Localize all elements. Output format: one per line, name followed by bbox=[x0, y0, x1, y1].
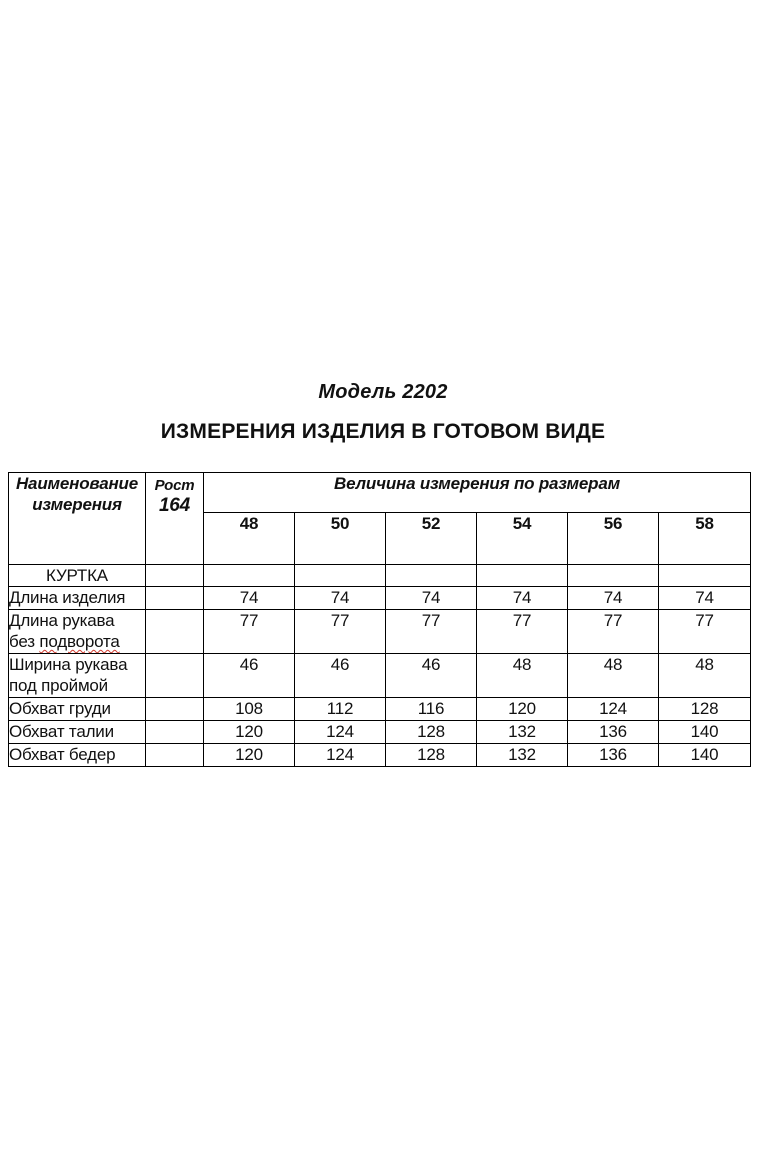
value-cell: 46 bbox=[204, 654, 295, 698]
value-cell: 74 bbox=[295, 587, 386, 610]
row-label bbox=[9, 654, 146, 698]
section-label: КУРТКА bbox=[9, 565, 146, 587]
row-label-line1: Длина рукава bbox=[9, 611, 115, 630]
value-cell: 48 bbox=[659, 654, 751, 698]
value-cell: 124 bbox=[295, 721, 386, 744]
value-cell: 120 bbox=[204, 744, 295, 767]
value-cell: 74 bbox=[386, 587, 477, 610]
value-cell: 132 bbox=[477, 721, 568, 744]
value-cell: 74 bbox=[659, 587, 751, 610]
row-label-line2-pre: без bbox=[9, 632, 35, 651]
size-header-54: 54 bbox=[477, 513, 568, 565]
value-cell: 128 bbox=[386, 744, 477, 767]
table-row-length bbox=[9, 587, 751, 610]
value-cell: 124 bbox=[568, 698, 659, 721]
empty-cell bbox=[146, 698, 204, 721]
row-label: Длина изделия bbox=[9, 587, 146, 610]
empty-cell bbox=[146, 587, 204, 610]
value-cell: 140 bbox=[659, 721, 751, 744]
value-cell: 77 bbox=[568, 610, 659, 654]
row-label: Обхват бедер bbox=[9, 744, 146, 767]
table-row-waist bbox=[9, 721, 751, 744]
row-label bbox=[9, 610, 146, 654]
empty-cell bbox=[204, 565, 295, 587]
empty-cell bbox=[146, 610, 204, 654]
row-label: Обхват талии bbox=[9, 721, 146, 744]
value-cell: 74 bbox=[568, 587, 659, 610]
table-row-sleeve-width bbox=[9, 654, 751, 698]
empty-cell bbox=[477, 565, 568, 587]
value-cell: 112 bbox=[295, 698, 386, 721]
value-cell: 48 bbox=[477, 654, 568, 698]
value-cell: 77 bbox=[386, 610, 477, 654]
row-label: Обхват груди bbox=[9, 698, 146, 721]
value-cell: 108 bbox=[204, 698, 295, 721]
empty-cell bbox=[386, 565, 477, 587]
value-cell: 128 bbox=[659, 698, 751, 721]
empty-cell bbox=[659, 565, 751, 587]
measurements-heading: ИЗМЕРЕНИЯ ИЗДЕЛИЯ В ГОТОВОМ ВИДЕ bbox=[160, 420, 606, 443]
column-header-sizes-group: Величина измерения по размерам bbox=[204, 473, 751, 513]
header-row-group bbox=[9, 473, 751, 513]
value-cell: 74 bbox=[477, 587, 568, 610]
column-header-measurement-name: Наименование измерения bbox=[9, 473, 146, 565]
height-label: Рост bbox=[154, 477, 195, 494]
row-label-line1: Ширина рукава bbox=[9, 655, 128, 674]
value-cell: 48 bbox=[568, 654, 659, 698]
size-header-52: 52 bbox=[386, 513, 477, 565]
value-cell: 77 bbox=[295, 610, 386, 654]
value-cell: 77 bbox=[477, 610, 568, 654]
value-cell: 136 bbox=[568, 744, 659, 767]
row-label-line2-misspelled-word: подворота bbox=[39, 632, 120, 651]
height-value: 164 bbox=[158, 495, 191, 516]
empty-cell bbox=[146, 565, 204, 587]
empty-cell bbox=[295, 565, 386, 587]
value-cell: 46 bbox=[295, 654, 386, 698]
size-chart-table bbox=[8, 472, 751, 767]
value-cell: 77 bbox=[204, 610, 295, 654]
value-cell: 140 bbox=[659, 744, 751, 767]
size-header-48: 48 bbox=[204, 513, 295, 565]
size-header-56: 56 bbox=[568, 513, 659, 565]
value-cell: 116 bbox=[386, 698, 477, 721]
table-row-sleeve-length bbox=[9, 610, 751, 654]
empty-cell bbox=[568, 565, 659, 587]
model-title: Модель 2202 bbox=[318, 381, 448, 403]
value-cell: 46 bbox=[386, 654, 477, 698]
value-cell: 74 bbox=[204, 587, 295, 610]
value-cell: 132 bbox=[477, 744, 568, 767]
empty-cell bbox=[146, 654, 204, 698]
row-label-line2: под проймой bbox=[9, 676, 108, 695]
value-cell: 128 bbox=[386, 721, 477, 744]
table-row-hips bbox=[9, 744, 751, 767]
empty-cell bbox=[146, 721, 204, 744]
empty-cell bbox=[146, 744, 204, 767]
value-cell: 136 bbox=[568, 721, 659, 744]
table-row-chest bbox=[9, 698, 751, 721]
column-header-height bbox=[146, 473, 204, 565]
size-header-58: 58 bbox=[659, 513, 751, 565]
value-cell: 77 bbox=[659, 610, 751, 654]
section-row-jacket bbox=[9, 565, 751, 587]
size-header-50: 50 bbox=[295, 513, 386, 565]
value-cell: 124 bbox=[295, 744, 386, 767]
value-cell: 120 bbox=[204, 721, 295, 744]
value-cell: 120 bbox=[477, 698, 568, 721]
